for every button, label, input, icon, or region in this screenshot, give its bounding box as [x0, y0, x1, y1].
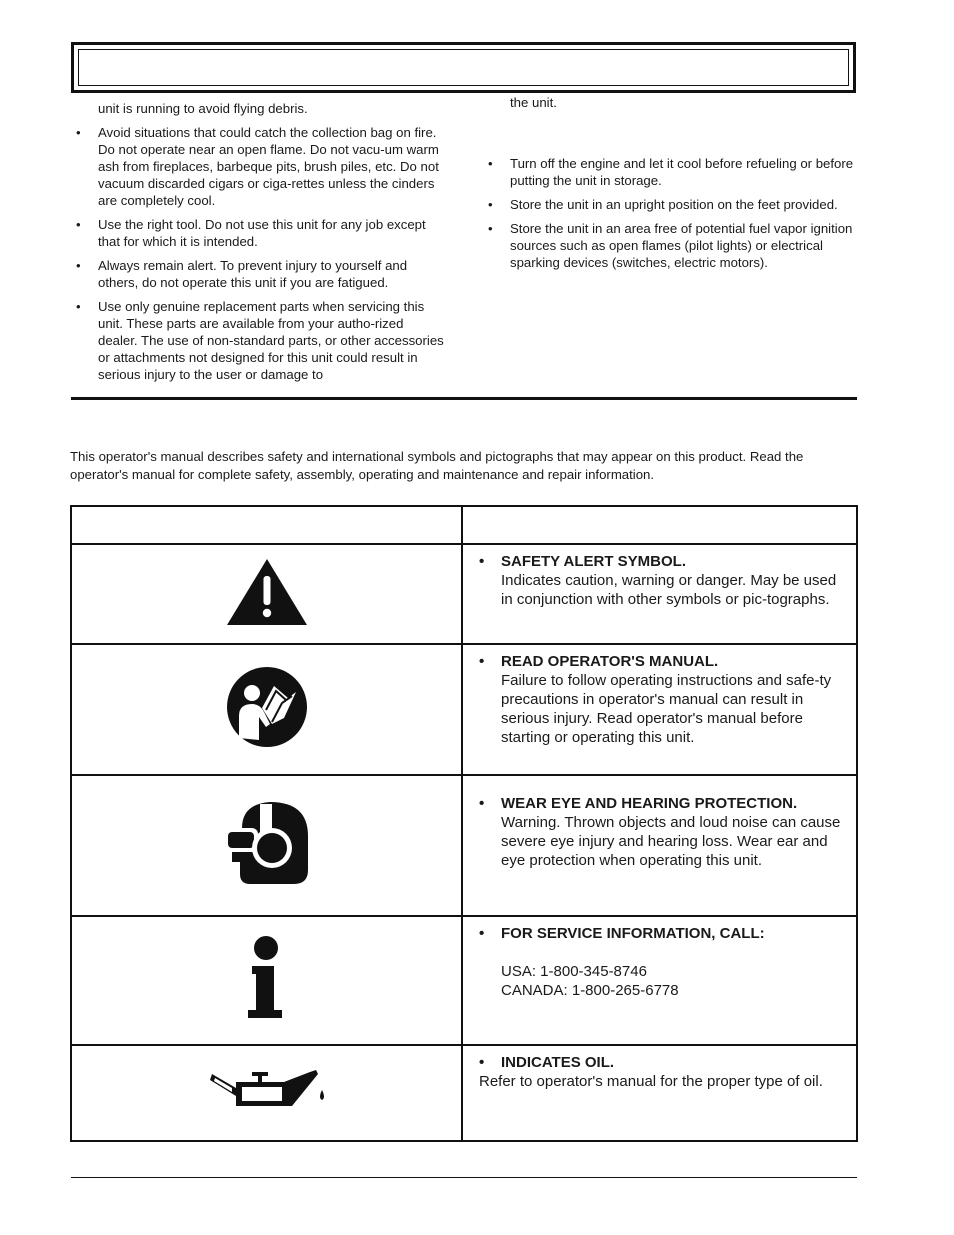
list-item: • Avoid situations that could catch the collection bag on fire. Do not operate near an open flame. Do not vacu-um warm ash from fireplaces, barbeque pits, brush piles, etc. Do not vacuum discarded cigars or ciga-rettes unless the cinders are completely cool. — [76, 125, 439, 208]
symbol-title: READ OPERATOR'S MANUAL. — [501, 653, 719, 670]
symbol-title: FOR SERVICE INFORMATION, CALL: — [501, 925, 765, 942]
oil-can-icon — [206, 1066, 328, 1116]
symbol-title: WEAR EYE AND HEARING PROTECTION. — [501, 795, 798, 812]
header-cell-symbol — [71, 506, 462, 544]
symbol-title: SAFETY ALERT SYMBOL. — [501, 553, 687, 570]
description-cell: • READ OPERATOR'S MANUAL. Failure to follow operating instructions and safe-ty precautions in operator's manual can result in serious injury. Read operator's manual before starting or operating this unit. — [462, 644, 857, 775]
description-cell: • SAFETY ALERT SYMBOL. Indicates caution, warning or danger. May be used in conjunction with other symbols or pic-tographs. — [462, 544, 857, 644]
icon-cell — [71, 544, 462, 644]
list-item: • Turn off the engine and let it cool before refueling or before putting the unit in storage. — [488, 156, 854, 188]
left-continuation: unit is running to avoid flying debris. — [98, 101, 308, 116]
table-row — [71, 775, 857, 916]
footer-rule — [71, 1177, 857, 1178]
table-row — [71, 544, 857, 644]
icon-cell — [71, 775, 462, 916]
info-icon — [242, 936, 292, 1020]
description-cell: • WEAR EYE AND HEARING PROTECTION. Warning. Thrown objects and loud noise can cause severe eye injury and hearing loss. Wear ear and eye protection when operating this unit. — [462, 775, 857, 916]
eye-hearing-protection-icon — [222, 798, 312, 888]
symbol-title: INDICATES OIL. — [501, 1054, 615, 1071]
symbol-text: Failure to follow operating instructions and safe-ty precautions in operator's manual can result in serious injury. Read operator's manual before starting or operating this unit. — [501, 672, 832, 746]
header-box — [71, 42, 856, 93]
list-item: • Use only genuine replacement parts when servicing this unit. These parts are available from your autho-rized dealer. The use of non-standard parts, or other accessories or attachments not designed for this unit could result in serious injury to the user or damage to — [76, 299, 444, 382]
table-header-row — [71, 506, 857, 544]
list-item: • Store the unit in an upright position on the feet provided. — [488, 197, 838, 212]
description-cell: • FOR SERVICE INFORMATION, CALL: USA: 1-800-345-8746 CANADA: 1-800-265-6778 — [462, 916, 857, 1045]
header-cell-meaning — [462, 506, 857, 544]
icon-cell — [71, 916, 462, 1045]
right-continuation: the unit. — [510, 95, 557, 110]
table-row — [71, 1045, 857, 1141]
symbols-table — [70, 505, 858, 1142]
symbol-text: Indicates caution, warning or danger. May be used in conjunction with other symbols or pic-tographs. — [501, 572, 837, 608]
symbol-text: Refer to operator's manual for the proper type of oil. — [479, 1073, 823, 1090]
list-item: • Use the right tool. Do not use this unit for any job except that for which it is intended. — [76, 217, 426, 249]
list-item: • Store the unit in an area free of potential fuel vapor ignition sources such as open flames (pilot lights) or electrical sparking devices (switches, electric motors). — [488, 221, 853, 270]
description-cell: • INDICATES OIL. Refer to operator's manual for the proper type of oil. — [462, 1045, 857, 1141]
icon-cell — [71, 644, 462, 775]
service-phone-canada: CANADA: 1-800-265-6778 — [501, 982, 679, 999]
icon-cell — [71, 1045, 462, 1141]
read-manual-icon — [226, 666, 308, 748]
right-column — [483, 94, 861, 278]
table-row — [71, 916, 857, 1045]
symbol-text: Warning. Thrown objects and loud noise can cause severe eye injury and hearing loss. Wear ear and eye protection when operating this unit. — [501, 814, 841, 869]
service-phone-usa: USA: 1-800-345-8746 — [501, 963, 647, 980]
intro-paragraph: This operator's manual describes safety and international symbols and pictographs that may appear on this product. Read the operator's manual for complete safety, assembly, operating and maintenance and repair information. — [70, 449, 804, 482]
table-row — [71, 644, 857, 775]
warning-triangle-icon — [227, 559, 307, 625]
left-column — [71, 100, 446, 390]
list-item: • Always remain alert. To prevent injury to yourself and others, do not operate this unit if you are fatigued. — [76, 258, 408, 290]
section-divider — [71, 397, 857, 400]
